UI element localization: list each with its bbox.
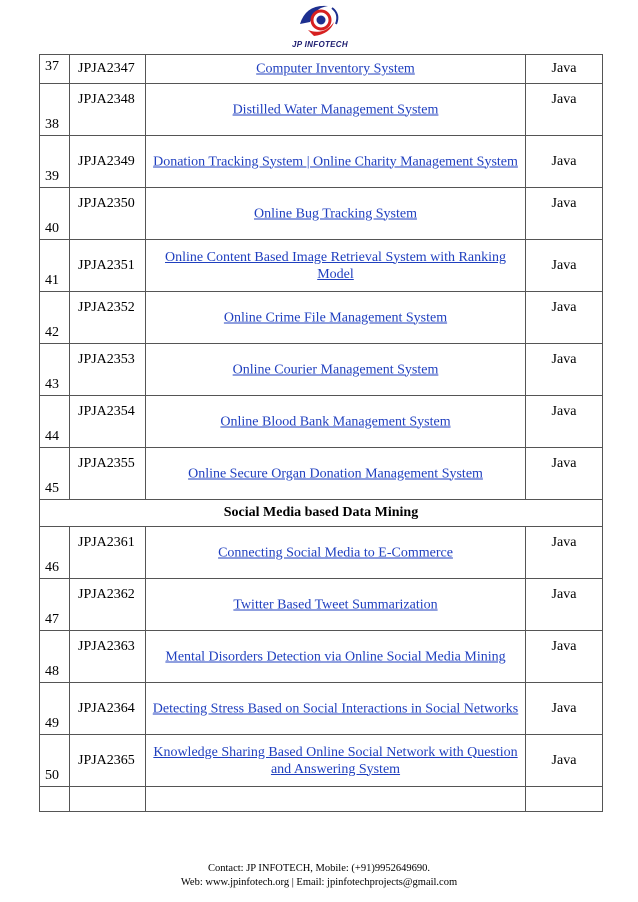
project-title-link[interactable]: Twitter Based Tweet Summarization	[233, 597, 438, 612]
empty-table-row	[40, 787, 603, 812]
serial-number: 37	[45, 59, 59, 74]
table-row	[40, 240, 603, 292]
project-code: JPJA2362	[78, 587, 135, 602]
serial-number: 44	[45, 429, 59, 444]
section-heading: Social Media based Data Mining	[40, 500, 603, 527]
table-row	[40, 683, 603, 735]
project-title-link[interactable]: Mental Disorders Detection via Online Social Media Mining	[165, 649, 506, 664]
project-title-link[interactable]: Knowledge Sharing Based Online Social Network with Question and Answering System	[153, 744, 518, 777]
project-title-link[interactable]: Online Bug Tracking System	[254, 206, 417, 221]
serial-number: 39	[45, 169, 59, 184]
project-code: JPJA2353	[78, 352, 135, 367]
table-row	[40, 735, 603, 787]
serial-number: 42	[45, 325, 59, 340]
footer-contact: Contact: JP INFOTECH, Mobile: (+91)9952649690.	[208, 863, 430, 874]
project-domain: Java	[551, 257, 577, 273]
section-header-row	[40, 500, 603, 527]
table-row	[40, 292, 603, 344]
project-domain: Java	[551, 300, 577, 315]
project-domain: Java	[551, 639, 577, 654]
project-title-link[interactable]: Computer Inventory System	[256, 61, 415, 77]
serial-number: 43	[45, 377, 59, 392]
serial-number: 45	[45, 481, 59, 496]
project-domain: Java	[551, 700, 577, 716]
table-row	[40, 448, 603, 500]
project-code: JPJA2361	[78, 535, 135, 550]
serial-number: 38	[45, 117, 59, 132]
project-domain: Java	[551, 456, 577, 471]
project-title-link[interactable]: Online Courier Management System	[232, 362, 439, 377]
project-code: JPJA2363	[78, 639, 135, 654]
table-row	[40, 579, 603, 631]
project-code: JPJA2355	[78, 456, 135, 471]
table-row	[40, 84, 603, 136]
table-row	[40, 136, 603, 188]
project-domain: Java	[551, 196, 577, 211]
serial-number: 40	[45, 221, 59, 236]
project-domain: Java	[551, 92, 577, 107]
project-title-link[interactable]: Distilled Water Management System	[232, 102, 439, 117]
logo-text: JP INFOTECH	[292, 40, 348, 49]
project-domain: Java	[551, 752, 577, 768]
table-row	[40, 55, 603, 84]
logo-emblem-icon	[284, 0, 356, 42]
project-domain: Java	[551, 587, 577, 602]
project-code: JPJA2350	[78, 196, 135, 211]
project-domain: Java	[551, 61, 577, 76]
table-row	[40, 188, 603, 240]
serial-number: 47	[45, 612, 59, 627]
serial-number: 46	[45, 560, 59, 575]
project-title-link[interactable]: Online Blood Bank Management System	[220, 414, 451, 429]
table-row	[40, 396, 603, 448]
company-logo	[284, 0, 356, 52]
serial-number: 50	[45, 768, 59, 783]
table-row	[40, 527, 603, 579]
project-code: JPJA2349	[78, 153, 135, 169]
project-title-link[interactable]: Donation Tracking System | Online Charity Management System	[153, 154, 518, 169]
project-title-link[interactable]: Online Crime File Management System	[223, 310, 448, 325]
project-title-link[interactable]: Online Secure Organ Donation Management System	[188, 466, 483, 481]
project-code: JPJA2351	[78, 257, 135, 273]
project-code: JPJA2352	[78, 300, 135, 315]
project-title-link[interactable]: Detecting Stress Based on Social Interactions in Social Networks	[152, 701, 519, 716]
projects-table	[39, 54, 603, 812]
table-row	[40, 344, 603, 396]
project-code: JPJA2365	[78, 752, 135, 768]
project-domain: Java	[551, 352, 577, 367]
project-domain: Java	[551, 535, 577, 550]
table-row	[40, 631, 603, 683]
project-code: JPJA2348	[78, 92, 135, 107]
project-title-link[interactable]: Connecting Social Media to E-Commerce	[218, 545, 453, 560]
project-code: JPJA2354	[78, 404, 135, 419]
serial-number: 49	[45, 716, 59, 731]
project-domain: Java	[551, 404, 577, 419]
project-domain: Java	[551, 153, 577, 169]
serial-number: 48	[45, 664, 59, 679]
footer-web-email: Web: www.jpinfotech.org | Email: jpinfotechprojects@gmail.com	[180, 877, 458, 888]
project-code: JPJA2347	[78, 61, 135, 76]
project-title-link[interactable]: Online Content Based Image Retrieval System with Ranking Model	[165, 249, 506, 282]
project-code: JPJA2364	[78, 700, 135, 716]
serial-number: 41	[45, 273, 59, 288]
